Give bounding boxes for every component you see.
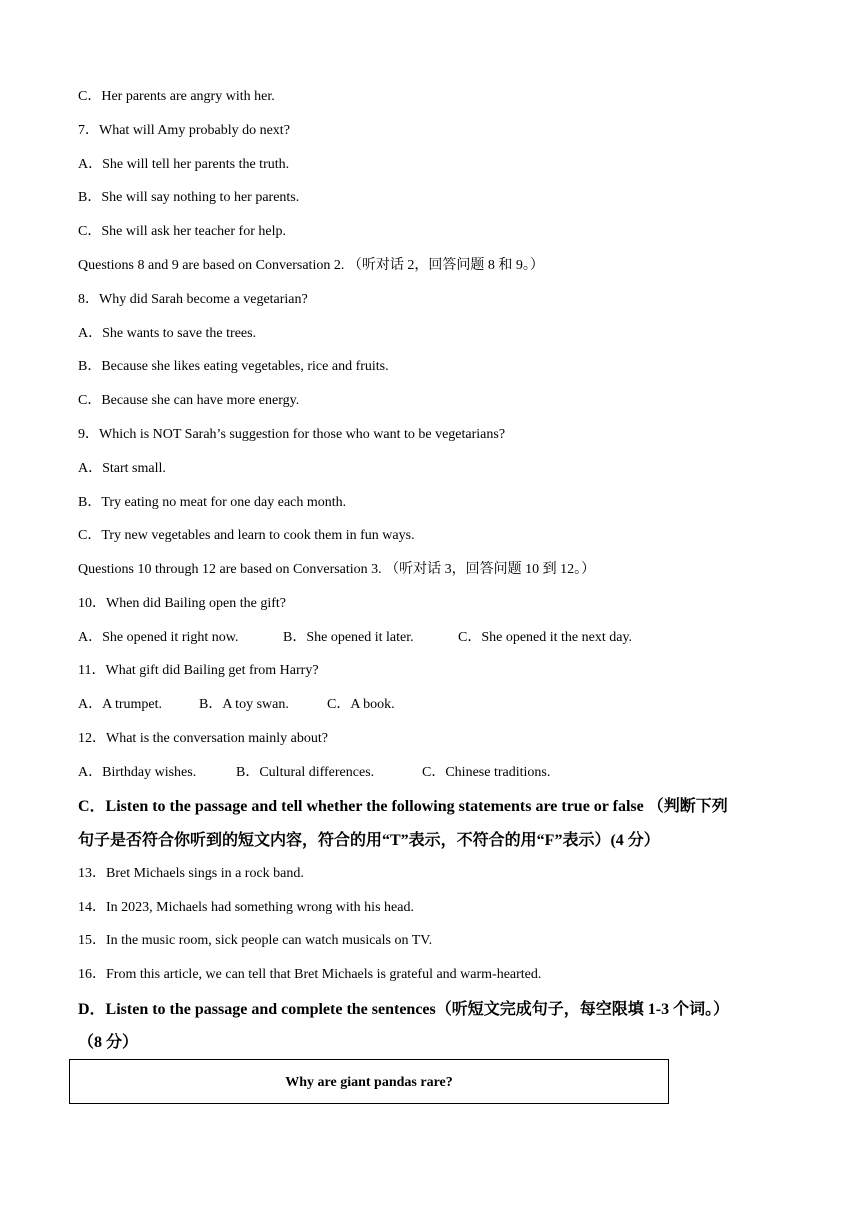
q11-option-c: C．A book. [327, 697, 395, 712]
q10-option-c: C．She opened it the next day. [458, 630, 633, 645]
statement-15: 15．In the music room, sick people can watch musicals on TV. [78, 933, 433, 948]
section-d-heading-cont: （8 分） [78, 1034, 139, 1051]
question-9: 9．Which is NOT Sarah’s suggestion for those who want to be vegetarians? [78, 427, 506, 442]
q7-option-a: A．She will tell her parents the truth. [78, 157, 290, 172]
question-7: 7．What will Amy probably do next? [78, 123, 290, 138]
q8-option-b: B．Because she likes eating vegetables, rice and fruits. [78, 359, 389, 374]
q9-option-a: A．Start small. [78, 461, 166, 476]
question-12: 12．What is the conversation mainly about? [78, 731, 328, 746]
section-c-heading: C．Listen to the passage and tell whether the following statements are true or false （判断下列 [78, 798, 728, 815]
conversation-2-instruction: Questions 8 and 9 are based on Conversation 2. （听对话 2，回答问题 8 和 9。） [78, 258, 544, 273]
q9-option-c: C．Try new vegetables and learn to cook them in fun ways. [78, 528, 415, 543]
q10-option-b: B．She opened it later. [283, 630, 414, 645]
q12-option-a: A．Birthday wishes. [78, 765, 197, 780]
q11-option-b: B．A toy swan. [199, 697, 289, 712]
q10-option-a: A．She opened it right now. [78, 630, 239, 645]
passage-table [69, 1059, 669, 1104]
q7-option-c: C．She will ask her teacher for help. [78, 224, 286, 239]
question-8: 8．Why did Sarah become a vegetarian? [78, 292, 308, 307]
q7-option-b: B．She will say nothing to her parents. [78, 190, 300, 205]
q11-option-a: A．A trumpet. [78, 697, 162, 712]
q10-options [78, 629, 632, 647]
statement-16: 16．From this article, we can tell that Bret Michaels is grateful and warm-hearted. [78, 967, 542, 982]
q12-option-c: C．Chinese traditions. [422, 765, 551, 780]
q9-option-b: B．Try eating no meat for one day each month. [78, 495, 347, 510]
q12-options [78, 764, 550, 782]
q6-option-c: C．Her parents are angry with her. [78, 89, 275, 104]
table-title: Why are giant pandas rare? [285, 1075, 453, 1090]
conversation-3-instruction: Questions 10 through 12 are based on Conversation 3. （听对话 3，回答问题 10 到 12。） [78, 562, 596, 577]
q12-option-b: B．Cultural differences. [236, 765, 375, 780]
question-11: 11．What gift did Bailing get from Harry? [78, 663, 319, 678]
statement-13: 13．Bret Michaels sings in a rock band. [78, 866, 304, 881]
section-d-heading: D．Listen to the passage and complete the sentences（听短文完成句子，每空限填 1-3 个词。） [78, 1001, 730, 1018]
q11-options [78, 696, 395, 714]
statement-14: 14．In 2023, Michaels had something wrong with his head. [78, 900, 414, 915]
question-10: 10．When did Bailing open the gift? [78, 596, 287, 611]
q8-option-c: C．Because she can have more energy. [78, 393, 300, 408]
q8-option-a: A．She wants to save the trees. [78, 326, 257, 341]
section-c-heading-cont: 句子是否符合你听到的短文内容，符合的用“T”表示，不符合的用“F”表示）(4 分） [78, 832, 660, 849]
